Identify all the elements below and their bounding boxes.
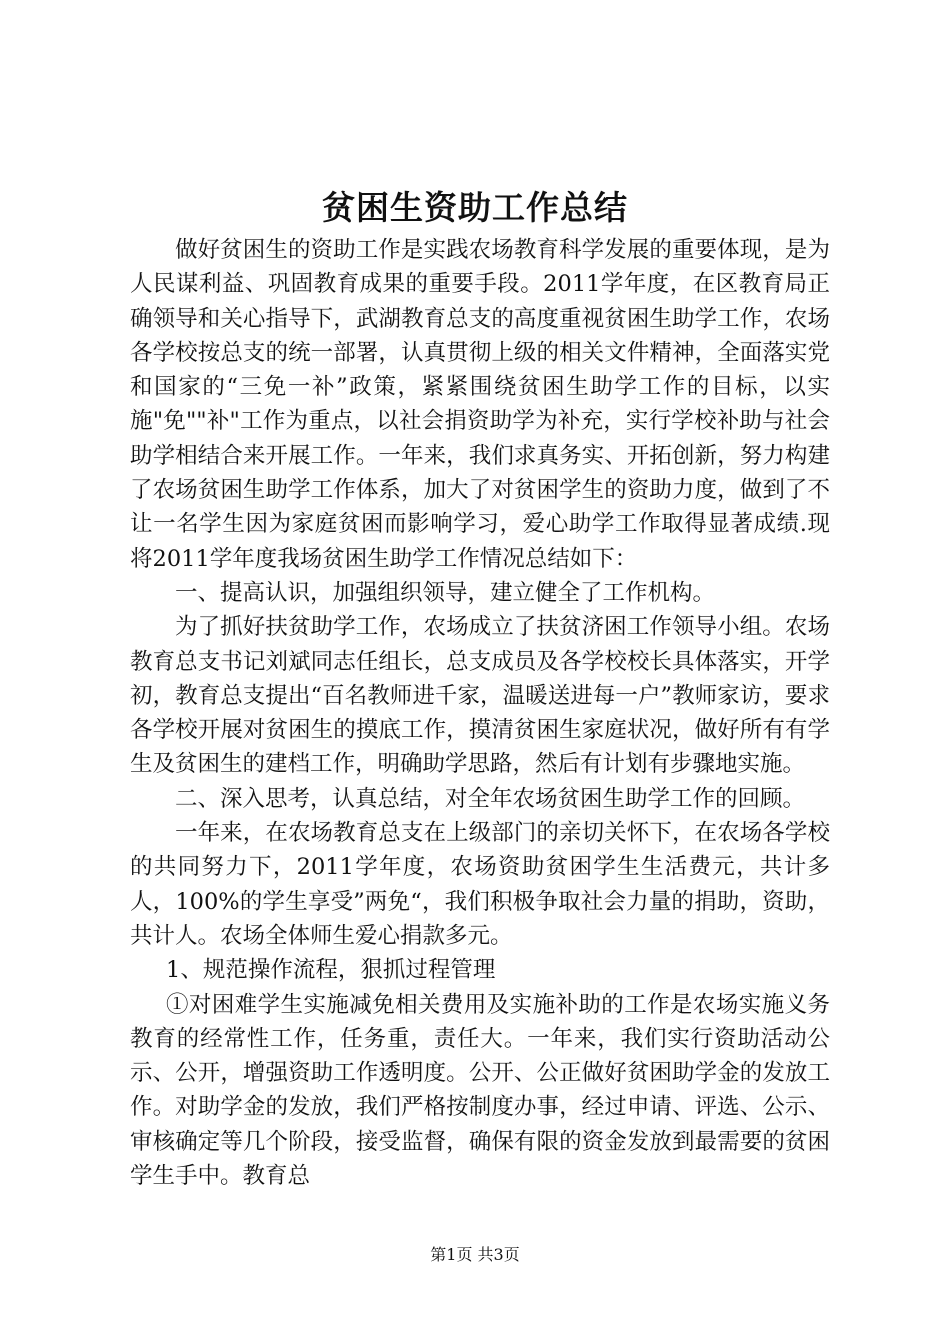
paragraph-organization: 为了抓好扶贫助学工作，农场成立了扶贫济困工作领导小组。农场教育总支书记刘斌同志任组长，总支成员及各学校校长具体落实，开学初，教育总支提出“百名教师进千家，温暖送进每一户”教师家访，要求各学校开展对贫困生的摸底工作，摸清贫困生家庭状况，做好所有有学生及贫困生的建档工作，明确助学思路，然后有计划有步骤地实施。 bbox=[130, 614, 830, 778]
document-title: 贫困生资助工作总结 bbox=[322, 188, 628, 227]
paragraph-process: ①对困难学生实施减免相关费用及实施补助的工作是农场实施义务教育的经常性工作，任务重，责任大。一年来，我们实行资助活动公示、公开，增强资助工作透明度。公开、公正做好贫困助学金的发放工作。对助学金的发放，我们严格按制度办事，经过申请、评选、公示、审核确定等几个阶段，接受监督，确保有限的资金发放到最需要的贫困学生手中。教育总 bbox=[130, 991, 830, 1190]
paragraph-intro: 做好贫困生的资助工作是实践农场教育科学发展的重要体现，是为人民谋利益、巩固教育成果的重要手段。2011学年度，在区教育局正确领导和关心指导下，武湖教育总支的高度重视贫困生助学工作，农场各学校按总支的统一部署，认真贯彻上级的相关文件精神，全面落实党和国家的“三免一补”政策，紧紧围绕贫困生助学工作的目标，以实施"免""补"工作为重点，以社会捐资助学为补充，实行学校补助与社会助学相结合来开展工作。一年来，我们求真务实、开拓创新，努力构建了农场贫困生助学工作体系，加大了对贫困学生的资助力度，做到了不让一名学生因为家庭贫困而影响学习，爱心助学工作取得显著成绩.现将2011学年度我场贫困生助学工作情况总结如下： bbox=[130, 237, 830, 572]
page-footer: 第1页 共3页 bbox=[430, 1245, 520, 1264]
paragraph-subheading-1: 1、规范操作流程，狠抓过程管理 bbox=[166, 957, 496, 984]
paragraph-heading-2: 二、深入思考，认真总结，对全年农场贫困生助学工作的回顾。 bbox=[175, 785, 806, 812]
paragraph-heading-1: 一、提高认识，加强组织领导，建立健全了工作机构。 bbox=[175, 579, 716, 606]
paragraph-review: 一年来，在农场教育总支在上级部门的亲切关怀下，在农场各学校的共同努力下，2011学年度，农场资助贫困学生生活费元，共计多人，100%的学生享受”两免“，我们积极争取社会力量的捐助，资助，共计人。农场全体师生爱心捐款多元。 bbox=[130, 820, 830, 949]
document-body bbox=[130, 233, 830, 1193]
